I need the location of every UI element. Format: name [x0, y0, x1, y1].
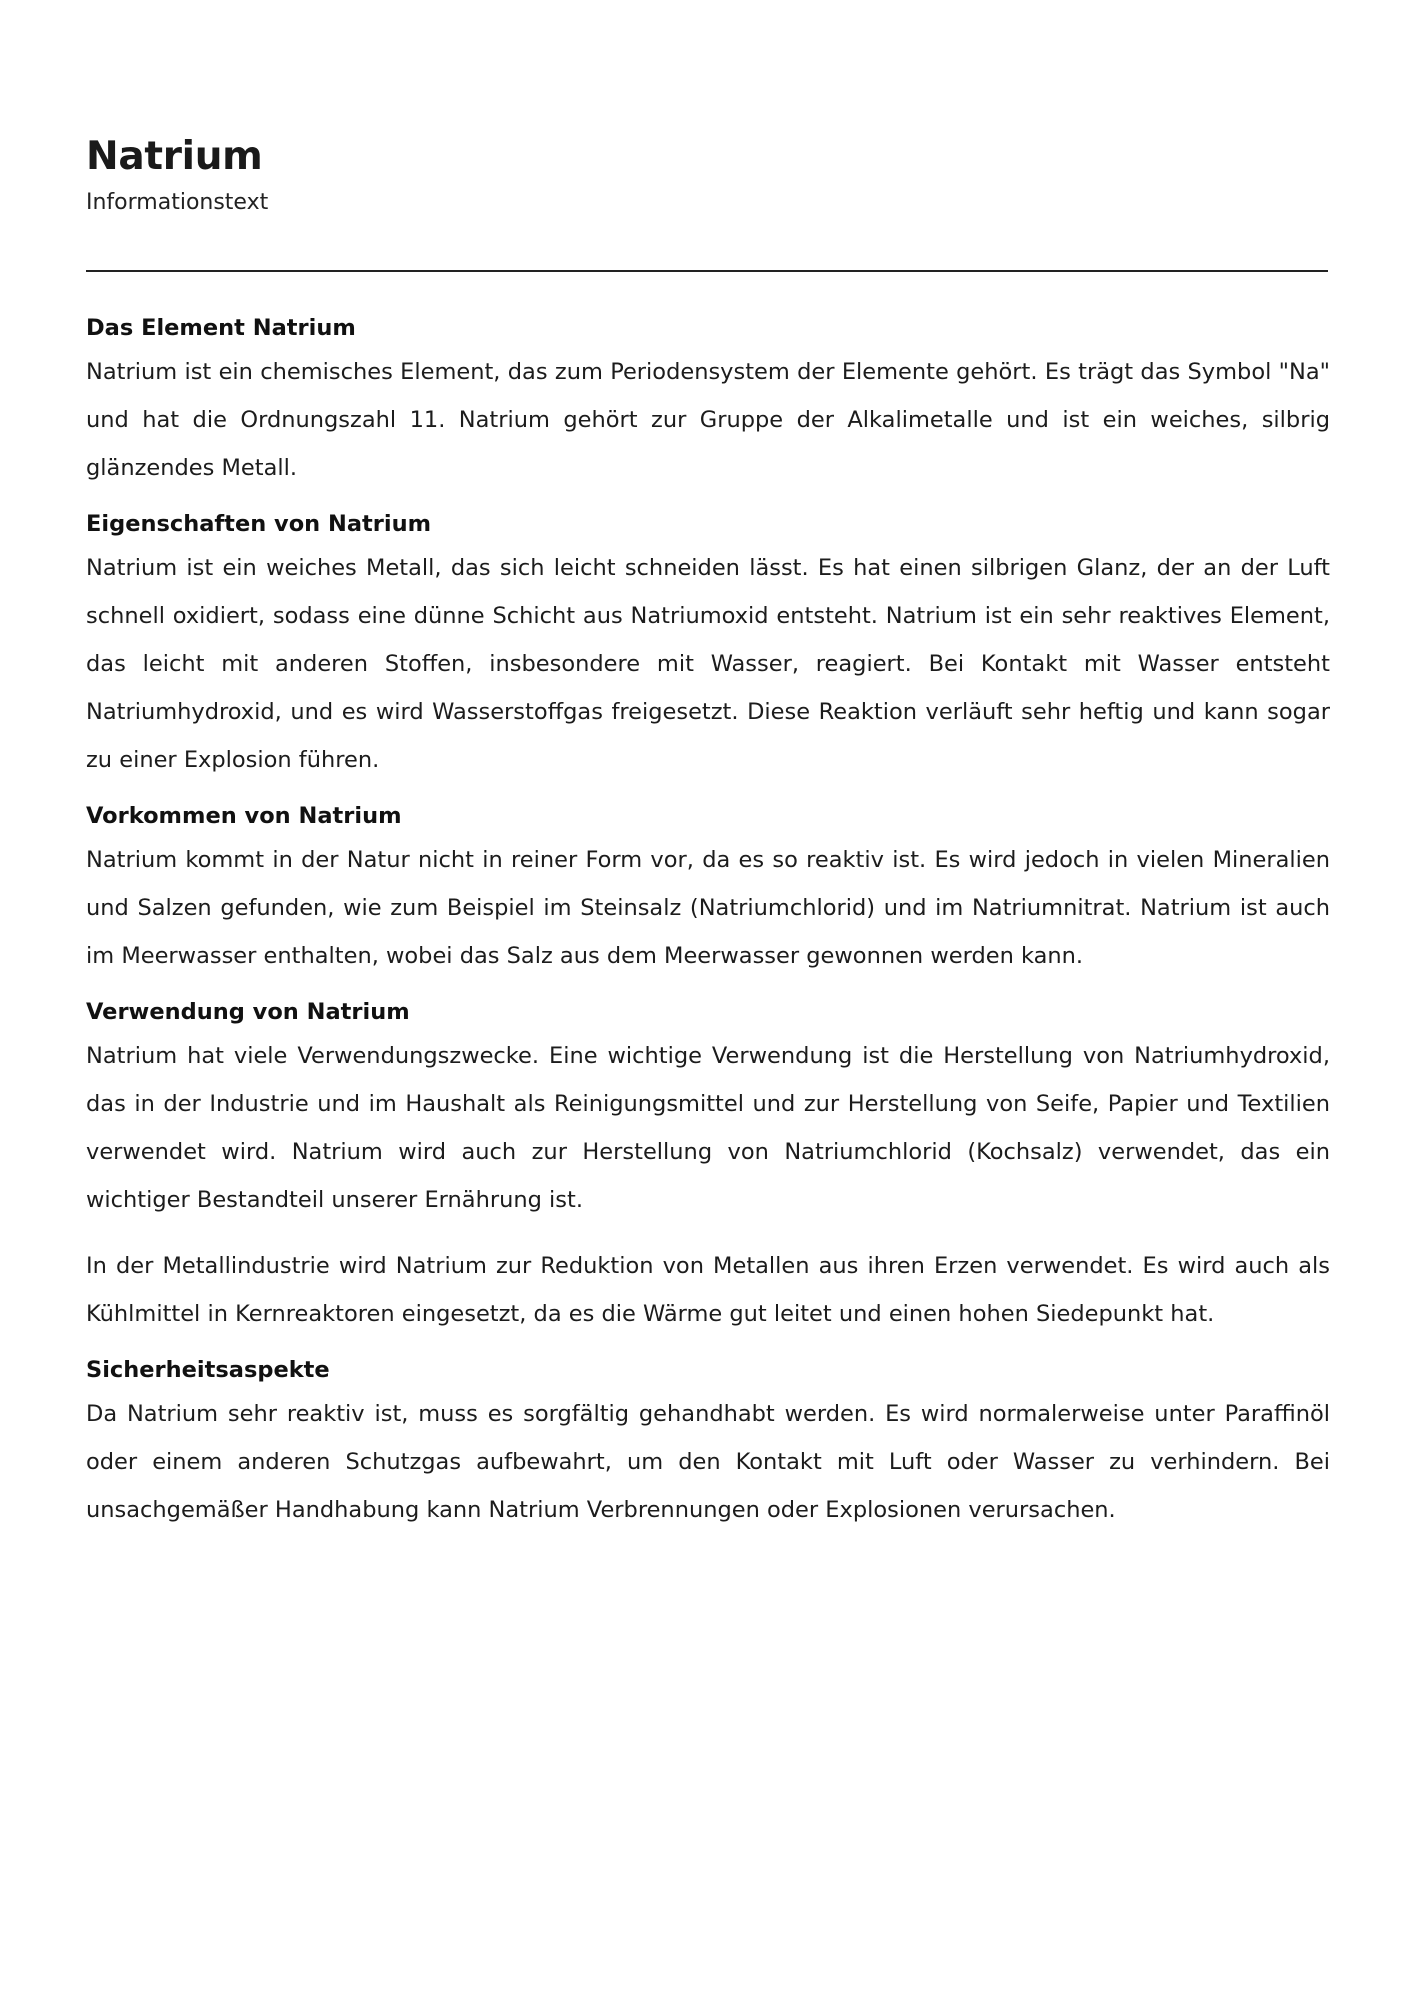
section-verwendung [86, 996, 1330, 1338]
section-heading: Das Element Natrium [86, 315, 356, 341]
document-body [86, 312, 1330, 1550]
section-paragraph: Da Natrium sehr reaktiv ist, muss es sorgfältig gehandhabt werden. Es wird normalerweise unter Paraffinöl oder einem anderen Schutzgas aufbewahrt, um den Kontakt mit Luft oder Wasser zu verhindern. Bei unsachgemäßer Handhabung kann Natrium Verbrennungen oder Explosionen verursachen. [86, 1401, 1330, 1523]
section-paragraph: Natrium hat viele Verwendungszwecke. Eine wichtige Verwendung ist die Herstellung von Natriumhydroxid, das in der Industrie und im Haushalt als Reinigungsmittel und zur Herstellung von Seife, Papier und Textilien verwendet wird. Natrium wird auch zur Herstellung von Natriumchlorid (Kochsalz) verwendet, das ein wichtiger Bestandteil unserer Ernährung ist. [86, 1043, 1330, 1213]
section-heading: Verwendung von Natrium [86, 999, 410, 1025]
section-heading: Vorkommen von Natrium [86, 803, 402, 829]
section-heading: Eigenschaften von Natrium [86, 511, 432, 537]
section-paragraph: In der Metallindustrie wird Natrium zur Reduktion von Metallen aus ihren Erzen verwendet. Es wird auch als Kühlmittel in Kernreaktoren eingesetzt, da es die Wärme gut leitet und einen hohen Siedepunkt hat. [86, 1253, 1330, 1327]
document-subtitle: Informationstext [86, 190, 269, 215]
section-paragraph: Natrium kommt in der Natur nicht in reiner Form vor, da es so reaktiv ist. Es wird jedoch in vielen Mineralien und Salzen gefunden, wie zum Beispiel im Steinsalz (Natriumchlorid) und im Natriumnitrat. Natrium ist auch im Meerwasser enthalten, wobei das Salz aus dem Meerwasser gewonnen werden kann. [86, 847, 1330, 969]
section-eigenschaften [86, 508, 1330, 784]
document-title: Natrium [86, 134, 263, 179]
section-sicherheitsaspekte [86, 1354, 1330, 1534]
title-divider [86, 270, 1328, 272]
section-heading: Sicherheitsaspekte [86, 1357, 330, 1383]
section-das-element-natrium [86, 312, 1330, 492]
section-vorkommen [86, 800, 1330, 980]
section-paragraph: Natrium ist ein weiches Metall, das sich leicht schneiden lässt. Es hat einen silbrigen Glanz, der an der Luft schnell oxidiert, sodass eine dünne Schicht aus Natriumoxid entsteht. Natrium ist ein sehr reaktives Element, das leicht mit anderen Stoffen, insbesondere mit Wasser, reagiert. Bei Kontakt mit Wasser entsteht Natriumhydroxid, und es wird Wasserstoffgas freigesetzt. Diese Reaktion verläuft sehr heftig und kann sogar zu einer Explosion führen. [86, 555, 1330, 773]
section-paragraph: Natrium ist ein chemisches Element, das zum Periodensystem der Elemente gehört. Es trägt das Symbol "Na" und hat die Ordnungszahl 11. Natrium gehört zur Gruppe der Alkalimetalle und ist ein weiches, silbrig glänzendes Metall. [86, 359, 1330, 481]
